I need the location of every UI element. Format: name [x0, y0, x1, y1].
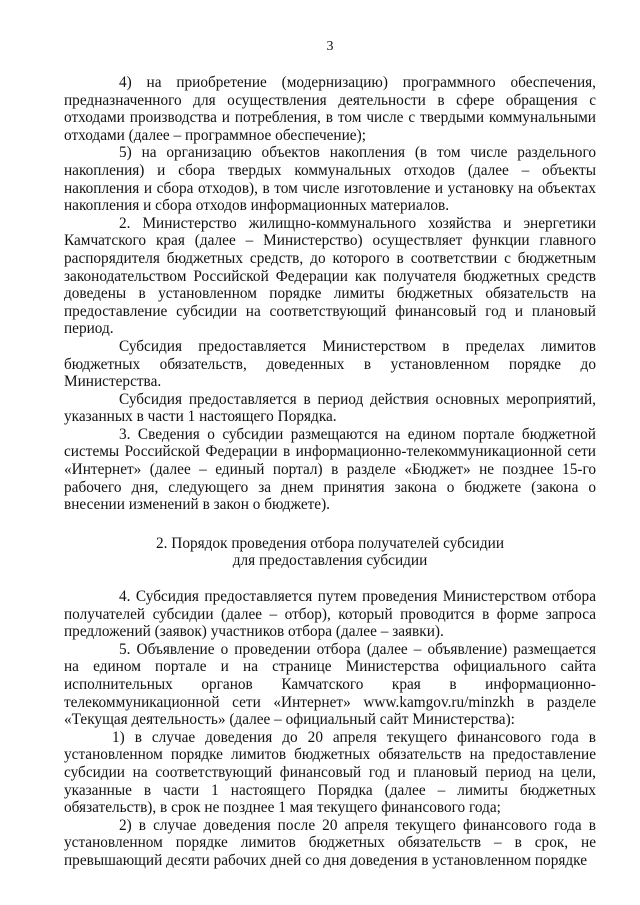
paragraph-subitem-2: 2) в случае доведения после 20 апреля текущего финансового года в установленном порядке лимитов бюджетных обязательств – в срок, не превышающий десяти рабочих дней со дня доведения в установленном порядке	[64, 816, 596, 869]
page-number: 3	[326, 39, 334, 54]
paragraph-clause-3-portal: 3. Сведения о субсидии размещаются на едином портале бюджетной системы Российской Федерации в информационно-телекоммуникационной сети «Интернет» (далее – единый портал) в разделе «Бюджет» не позднее 15-го рабочего дня, следующего за днем принятия закона о бюджете (закона о внесении изменений в закон о бюджете).	[64, 425, 596, 514]
section-heading-line-1: 2. Порядок проведения отбора получателей субсидии	[155, 534, 505, 552]
paragraph-clause-5-announcement: 5. Объявление о проведении отбора (далее – объявление) размещается на едином портале и на странице Министерства официального сайта исполнительных органов Камчатского края в информационно-телекоммуникационной сети «Интернет» www.kamgov.ru/minzkh в разделе «Текущая деятельность» (далее – официальный сайт Министерства):	[64, 640, 596, 729]
paragraph-clause-4-selection: 4. Субсидия предоставляется путем проведения Министерством отбора получателей субсидии (далее – отбор), который проводится в форме запроса предложений (заявок) участников отбора (далее – заявки).	[64, 588, 596, 641]
paragraph-clause-2-ministry: 2. Министерство жилищно-коммунального хозяйства и энергетики Камчатского края (далее – Министерство) осуществляет функции главного распорядителя бюджетных средств, до которого в соответствии с бюджетным законодательством Российской Федерации как получателя бюджетных средств доведены в установленном порядке лимиты бюджетных обязательств на предоставление субсидии на соответствующий финансовый год и плановый период.	[64, 214, 596, 338]
section-heading-line-2: для предоставления субсидии	[232, 552, 428, 570]
paragraph-item-5-collection-sites: 5) на организацию объектов накопления (в том числе раздельного накопления) и сбора твердых коммунальных отходов (далее – объекты накопления и сбора отходов), в том числе изготовление и установку на объектах накопления и сбора отходов информационных материалов.	[64, 144, 596, 215]
paragraph-subsidy-limits: Субсидия предоставляется Министерством в пределах лимитов бюджетных обязательств, доведенных в установленном порядке до Министерства.	[64, 337, 596, 391]
document-page	[64, 0, 596, 870]
paragraph-subitem-1: 1) в случае доведения до 20 апреля текущего финансового года в установленном порядке лимитов бюджетных обязательств на предоставление субсидии на соответствующий финансовый год и плановый период на цели, указанные в части 1 настоящего Порядка (далее – лимиты бюджетных обязательств), в срок не позднее 1 мая текущего финансового года;	[64, 728, 596, 817]
paragraph-item-4-software: 4) на приобретение (модернизацию) программного обеспечения, предназначенного для осуществления деятельности в сфере обращения с отходами производства и потребления, в том числе с твердыми коммунальными отходами (далее – программное обеспечение);	[64, 74, 596, 144]
section-heading	[64, 535, 596, 570]
paragraph-subsidy-period: Субсидия предоставляется в период действия основных мероприятий, указанных в части 1 настоящего Порядка.	[64, 390, 596, 426]
